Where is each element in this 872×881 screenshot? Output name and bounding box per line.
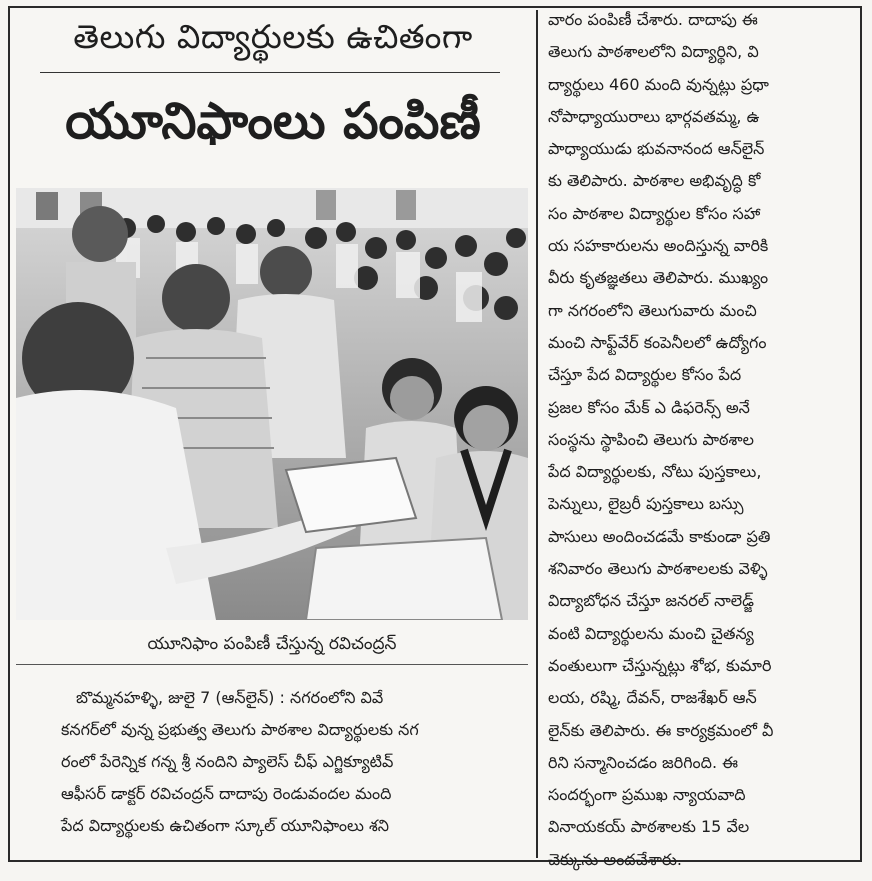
article-body-left-column bbox=[61, 682, 516, 842]
body-line: చేస్తూ పేద విద్యార్థుల కోసం పేద bbox=[548, 365, 742, 385]
kicker-rule bbox=[40, 72, 500, 73]
body-line: సంస్థను స్థాపించి తెలుగు పాఠశాల bbox=[548, 429, 754, 449]
body-line: ఆఫీసర్ డాక్టర్ రవిచంద్రన్ దాదాపు రెండువందల మంది bbox=[61, 784, 392, 803]
body-line: మంచి సాఫ్ట్‌వేర్ కంపెనీలలో ఉద్యోగం bbox=[548, 332, 767, 352]
body-line: కు తెలిపారు. పాఠశాల అభివృద్ధి కో bbox=[548, 171, 761, 191]
article-kicker: తెలుగు విద్యార్థులకు ఉచితంగా bbox=[73, 17, 473, 56]
body-line: చెక్కును అందచేశారు. bbox=[548, 849, 682, 869]
body-line: గా నగరంలోని తెలుగువారు మంచి bbox=[548, 300, 757, 320]
body-line: బొమ్మనహళ్ళి, జులై 7 (ఆన్‌లైన్) : నగరంలోని వివే bbox=[76, 688, 384, 707]
article-body-right-column bbox=[548, 0, 854, 876]
body-line: తెలుగు పాఠశాలలోని విద్యార్థిని, వి bbox=[548, 42, 759, 62]
body-line: రంలో పేరెన్నిక గన్న శ్రీ నందిని ప్యాలెస్ చీఫ్ ఎగ్జిక్యూటివ్ bbox=[61, 752, 394, 771]
body-line: శనివారం తెలుగు పాఠశాలలకు వెళ్ళి bbox=[548, 559, 768, 579]
body-line: కనగర్‌లో వున్న ప్రభుత్వ తెలుగు పాఠశాల విద్యార్థులకు నగ bbox=[61, 720, 419, 739]
article-headline: యూనిఫాంలు పంపిణీ bbox=[65, 92, 481, 150]
body-line: సందర్భంగా ప్రముఖ న్యాయవాది bbox=[548, 785, 746, 805]
photo-caption: యూనిఫాం పంపిణీ చేస్తున్న రవిచంద్రన్ bbox=[147, 634, 397, 654]
body-line: పెన్నులు, లైబ్రరీ పుస్తకాలు బస్సు bbox=[548, 494, 744, 514]
body-line: రిని సన్మానించడం జరిగింది. ఈ bbox=[548, 752, 739, 772]
body-line: నోపాధ్యాయురాలు భార్గవతమ్మ, ఉ bbox=[548, 106, 760, 126]
body-line: పేద విద్యార్థులకు ఉచితంగా స్కూల్ యూనిఫాంలు శని bbox=[61, 816, 390, 835]
body-line: విద్యాబోధన చేస్తూ జనరల్ నాలెడ్జ్ bbox=[548, 591, 754, 611]
body-line: వారం పంపిణీ చేశారు. దాదాపు ఈ bbox=[548, 10, 758, 29]
body-line: ప్రజల కోసం మేక్ ఎ డిఫరెన్స్ అనే bbox=[548, 397, 750, 417]
body-line: వినాయకయ్ పాఠశాలకు 15 వేల bbox=[548, 817, 750, 837]
body-line: పాసులు అందించడమే కాకుండా ప్రతి bbox=[548, 526, 771, 546]
body-line: పాధ్యాయుడు భువనానంద ఆన్‌లైన్ bbox=[548, 139, 765, 159]
caption-rule bbox=[16, 664, 528, 665]
body-line: లైన్‌కు తెలిపారు. ఈ కార్యక్రమంలో వీ bbox=[548, 720, 774, 740]
photo-illustration bbox=[16, 188, 528, 620]
news-photo bbox=[16, 188, 528, 620]
column-divider bbox=[536, 10, 538, 858]
body-line: వీరు కృతజ్ఞతలు తెలిపారు. ముఖ్యం bbox=[548, 268, 769, 288]
body-line: ద్యార్థులు 460 మంది వున్నట్లు ప్రధా bbox=[548, 74, 769, 94]
body-line: వంటి విద్యార్థులను మంచి చైతన్య bbox=[548, 623, 754, 643]
body-line: సం పాఠశాల విద్యార్థుల కోసం సహా bbox=[548, 203, 761, 223]
body-line: వంతులుగా చేస్తున్నట్లు శోభ, కుమారి bbox=[548, 655, 772, 675]
body-line: లయ, రష్మి, దేవన్, రాజశేఖర్ ఆన్ bbox=[548, 688, 757, 708]
body-line: పేద విద్యార్థులకు, నోటు పుస్తకాలు, bbox=[548, 462, 762, 482]
body-line: య సహకారులను అందిస్తున్న వారికి bbox=[548, 236, 769, 256]
